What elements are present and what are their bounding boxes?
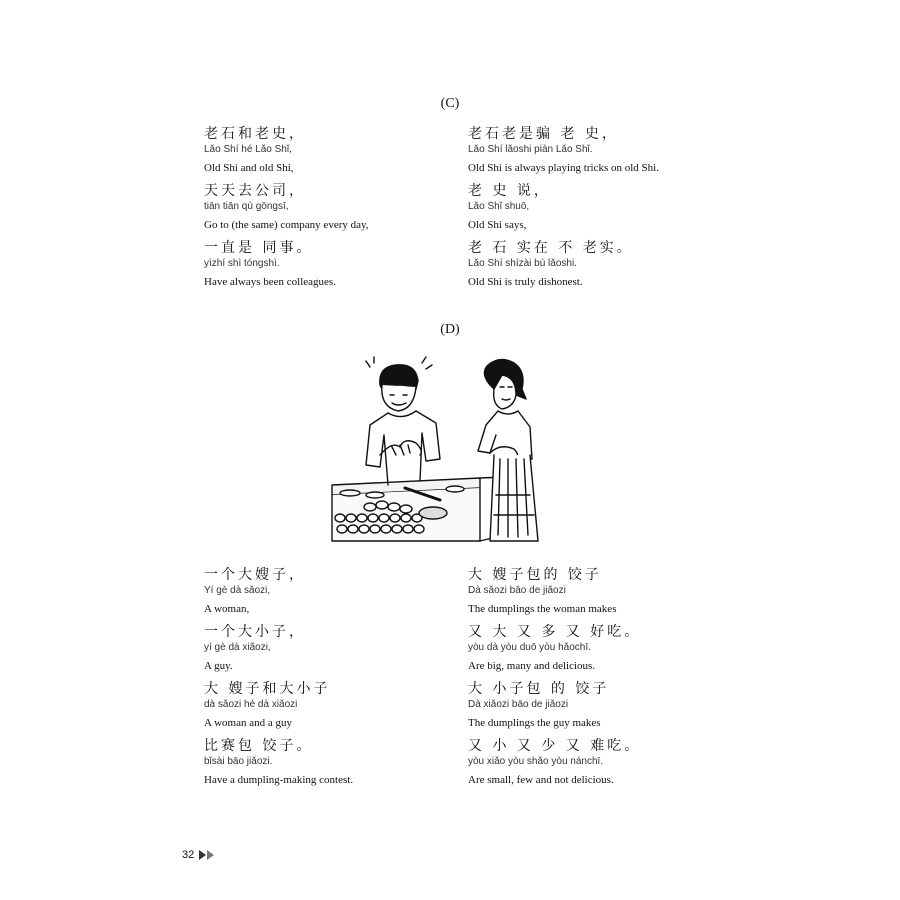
pinyin-text: tiān tiān qù gōngsī,	[204, 201, 289, 212]
verse-line	[204, 239, 444, 289]
verse-line	[204, 623, 444, 673]
section-c-right-column	[468, 125, 708, 296]
page-number: 32	[182, 849, 195, 861]
english-text: The dumplings the guy makes	[468, 717, 601, 729]
english-text: Are small, few and not delicious.	[468, 774, 614, 786]
english-text: Have always been colleagues.	[204, 276, 336, 288]
section-d-right-column	[468, 566, 708, 794]
pinyin-text: dà sǎozi hé dà xiǎozi	[204, 699, 298, 710]
english-text: Old Shi is truly dishonest.	[468, 276, 583, 288]
english-text: The dumplings the woman makes	[468, 603, 617, 615]
verse-line	[468, 623, 708, 673]
english-text: Old Shi says,	[468, 219, 527, 231]
hanzi-text: 大 嫂子包的 饺子	[468, 567, 602, 583]
verse-line	[468, 125, 708, 175]
section-d-left-column	[204, 566, 444, 794]
english-text: Old Shi and old Shi,	[204, 162, 294, 174]
hanzi-text: 老石和老史，	[204, 126, 306, 142]
pinyin-text: Lǎo Shí hé Lǎo Shǐ,	[204, 144, 292, 155]
english-text: Have a dumpling-making contest.	[204, 774, 354, 786]
pinyin-text: Dà sǎozi bāo de jiǎozi	[468, 585, 566, 596]
verse-line	[204, 566, 444, 616]
verse-line	[468, 680, 708, 730]
hanzi-text: 老 史 说，	[468, 183, 551, 199]
dumpling-contest-illustration	[330, 355, 570, 543]
section-c-left-column	[204, 125, 444, 296]
pinyin-text: Dà xiǎozi bāo de jiǎozi	[468, 699, 569, 710]
verse-line	[204, 125, 444, 175]
hanzi-text: 比赛包 饺子。	[204, 738, 314, 754]
hanzi-text: 又 大 又 多 又 好吃。	[468, 624, 642, 640]
pinyin-text: yòu xiǎo yòu shǎo yòu nánchī.	[468, 756, 604, 767]
hanzi-text: 大 小子包 的 饺子	[468, 681, 610, 697]
hanzi-text: 天天去公司，	[204, 183, 306, 199]
english-text: Are big, many and delicious.	[468, 660, 596, 672]
pinyin-text: yòu dà yòu duō yòu hǎochī.	[468, 642, 591, 653]
verse-line	[468, 566, 708, 616]
hanzi-text: 老 石 实在 不 老实。	[468, 240, 634, 256]
pinyin-text: Lǎo Shí lǎoshi piàn Lǎo Shǐ.	[468, 144, 593, 155]
page-footer	[182, 849, 215, 861]
pinyin-text: bǐsài bāo jiǎozi.	[204, 756, 273, 767]
hanzi-text: 老石老是骗 老 史，	[468, 126, 619, 142]
section-d-heading: (D)	[440, 322, 460, 337]
section-c-heading: (C)	[440, 96, 460, 111]
verse-line	[468, 182, 708, 232]
verse-line	[468, 737, 708, 787]
pinyin-text: Lǎo Shǐ shuō,	[468, 201, 530, 212]
pinyin-text: Lǎo Shí shízài bù lǎoshi.	[468, 258, 577, 269]
pinyin-text: yí gè dà xiǎozi,	[204, 642, 271, 653]
english-text: A woman,	[204, 603, 250, 615]
hanzi-text: 一个大小子，	[204, 624, 306, 640]
verse-line	[204, 680, 444, 730]
pinyin-text: Yí gè dà sǎozi,	[204, 585, 271, 596]
verse-line	[468, 239, 708, 289]
hanzi-text: 一直是 同事。	[204, 240, 314, 256]
verse-line	[204, 737, 444, 787]
english-text: Old Shi is always playing tricks on old Shi.	[468, 162, 659, 174]
hanzi-text: 大 嫂子和大小子	[204, 681, 331, 697]
double-chevron-icon	[199, 850, 215, 860]
verse-line	[204, 182, 444, 232]
pinyin-text: yìzhí shì tóngshì.	[204, 258, 280, 269]
english-text: A guy.	[204, 660, 233, 672]
hanzi-text: 一个大嫂子，	[204, 567, 306, 583]
english-text: Go to (the same) company every day,	[204, 219, 369, 231]
english-text: A woman and a guy	[204, 717, 292, 729]
hanzi-text: 又 小 又 少 又 难吃。	[468, 738, 642, 754]
